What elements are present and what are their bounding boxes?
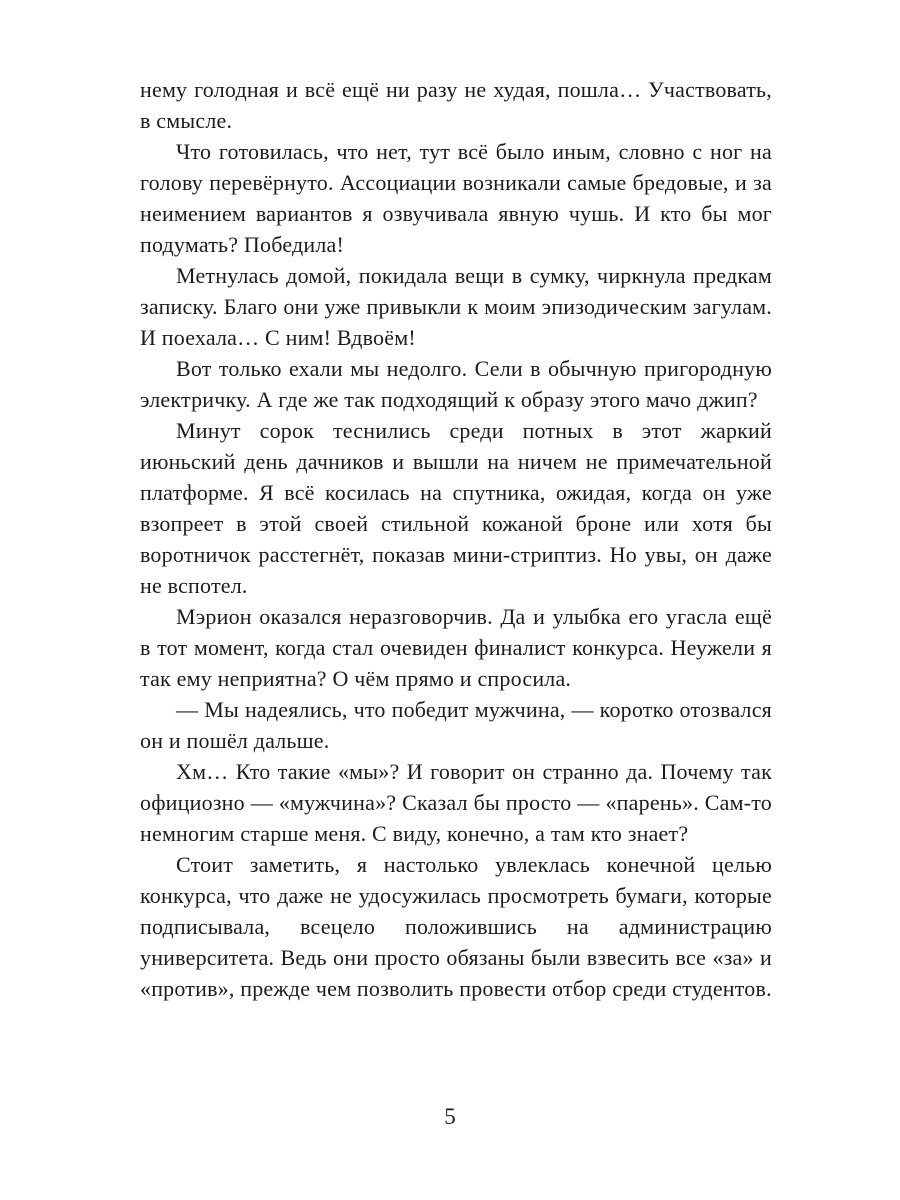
paragraph: Метнулась домой, покидала вещи в сумку, чиркнула предкам записку. Благо они уже привыкли к моим эпизодическим загулам. И поехала… С ним! Вдвоём!: [140, 263, 772, 350]
paragraph: Стоит заметить, я настолько увлеклась конечной целью конкурса, что даже не удосужилась просмотреть бумаги, которые подписывала, всецело положившись на администрацию университета. Ведь они просто обязаны были взвесить все «за» и «против», прежде чем позволить провести отбор среди студентов.: [140, 852, 772, 1001]
page-number: 5: [444, 1104, 456, 1129]
paragraph: Что готовилась, что нет, тут всё было иным, словно с ног на голову перевёрнуто. Ассоциации возникали самые бредовые, и за неимением вариантов я озвучивала явную чушь. И кто бы мог подумать? Победила!: [140, 139, 772, 257]
paragraph: нему голодная и всё ещё ни разу не худая, пошла… Участвовать, в смысле.: [140, 77, 772, 133]
paragraph: Минут сорок теснились среди потных в этот жаркий июньский день дачников и вышли на ничем не примечательной платформе. Я всё косилась на спутника, ожидая, когда он уже взопреет в этой своей стильной кожаной броне или хотя бы воротничок расстегнёт, показав мини-стриптиз. Но увы, он даже не вспотел.: [140, 418, 772, 598]
page-text: [140, 74, 772, 1004]
paragraph: Хм… Кто такие «мы»? И говорит он странно да. Почему так официозно — «мужчина»? Сказал бы просто — «парень». Сам-то немногим старше меня. С виду, конечно, а там кто знает?: [140, 759, 772, 846]
paragraph: — Мы надеялись, что победит мужчина, — коротко отозвался он и пошёл дальше.: [140, 697, 772, 753]
paragraph: Вот только ехали мы недолго. Сели в обычную пригородную электричку. А где же так подходящий к образу этого мачо джип?: [140, 356, 772, 412]
paragraph: Мэрион оказался неразговорчив. Да и улыбка его угасла ещё в тот момент, когда стал очевиден финалист конкурса. Неужели я так ему неприятна? О чём прямо и спросила.: [140, 604, 772, 691]
